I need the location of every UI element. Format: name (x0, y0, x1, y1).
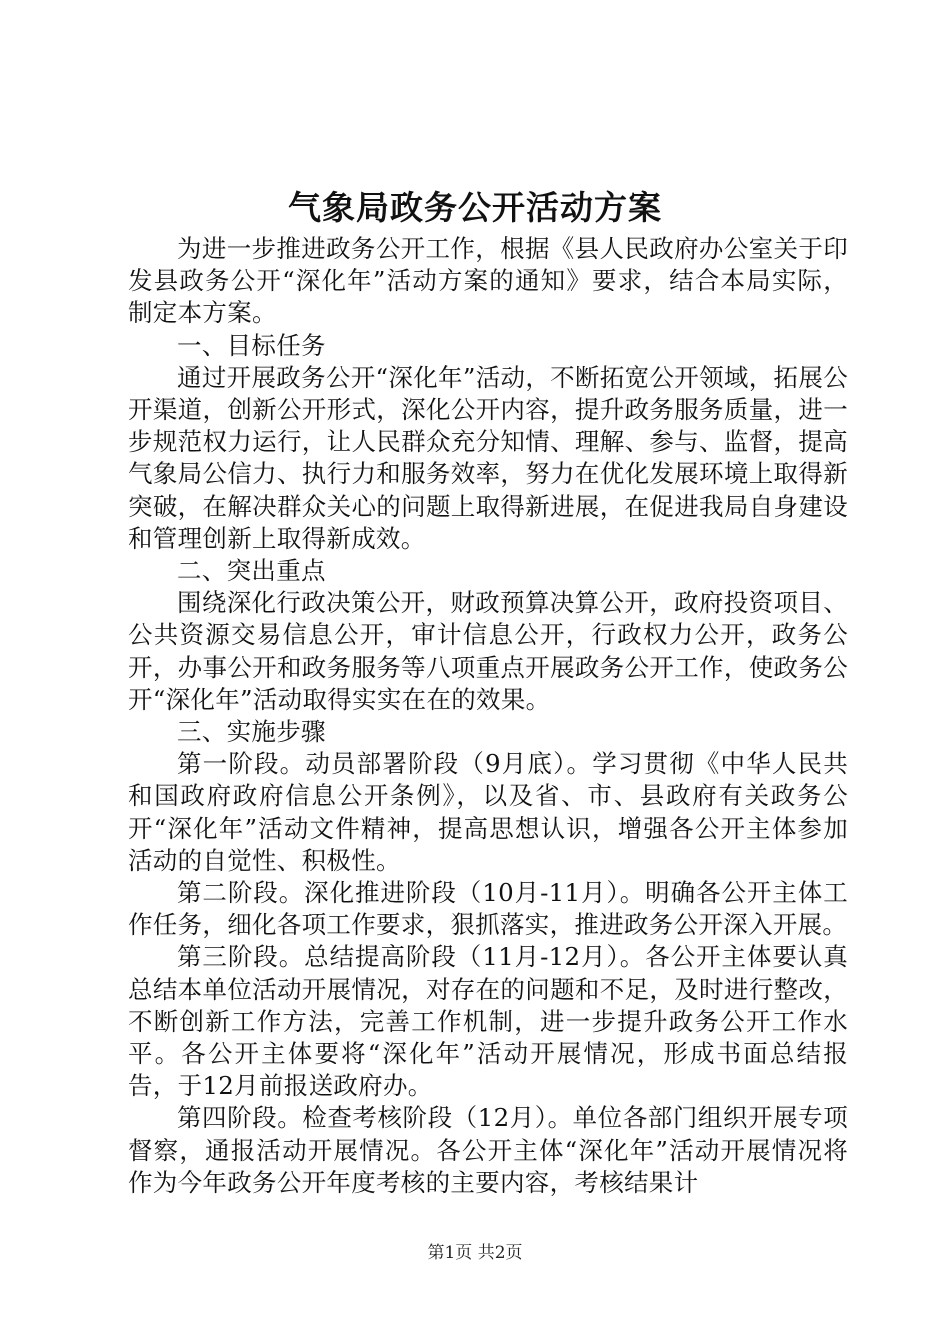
intro-paragraph: 为进一步推进政务公开工作，根据《县人民政府办公室关于印发县政务公开“深化年”活动方案的通知》要求，结合本局实际，制定本方案。 (128, 234, 848, 328)
goals-paragraph: 通过开展政务公开“深化年”活动，不断拓宽公开领域，拓展公开渠道，创新公开形式，深化公开内容，提升政务服务质量，进一步规范权力运行，让人民群众充分知情、理解、参与、监督，提高气象局公信力、执行力和服务效率，努力在优化发展环境上取得新突破，在解决群众关心的问题上取得新进展，在促进我局自身建设和管理创新上取得新成效。 (128, 362, 848, 553)
stage-four-paragraph: 第四阶段。检查考核阶段（12月）。单位各部门组织开展专项督察，通报活动开展情况。各公开主体“深化年”活动开展情况将作为今年政务公开年度考核的主要内容，考核结果计 (128, 1103, 848, 1197)
stage-three-paragraph: 第三阶段。总结提高阶段（11月-12月）。各公开主体要认真总结本单位活动开展情况，对存在的问题和不足，及时进行整改，不断创新工作方法，完善工作机制，进一步提升政务公开工作水平。各公开主体要将“深化年”活动开展情况，形成书面总结报告，于12月前报送政府办。 (128, 942, 848, 1101)
page-number-footer: 第1页 共2页 (427, 1243, 523, 1263)
document-body (128, 233, 848, 1199)
document-title: 气象局政务公开活动方案 (288, 188, 662, 227)
stage-one-paragraph: 第一阶段。动员部署阶段（9月底）。学习贯彻《中华人民共和国政府政府信息公开条例》，以及省、市、县政府有关政务公开“深化年”活动文件精神，提高思想认识，增强各公开主体参加活动的自觉性、积极性。 (128, 749, 848, 875)
focus-paragraph: 围绕深化行政决策公开，财政预算决算公开，政府投资项目、公共资源交易信息公开，审计信息公开，行政权力公开，政务公开，办事公开和政务服务等八项重点开展政务公开工作，使政务公开“深化年”活动取得实实在在的效果。 (128, 588, 848, 714)
stage-two-paragraph: 第二阶段。深化推进阶段（10月-11月）。明确各公开主体工作任务，细化各项工作要求，狠抓落实，推进政务公开深入开展。 (128, 878, 848, 940)
section-heading-goals: 一、目标任务 (177, 330, 326, 360)
section-heading-steps: 三、实施步骤 (177, 717, 326, 747)
section-heading-focus: 二、突出重点 (177, 556, 326, 586)
